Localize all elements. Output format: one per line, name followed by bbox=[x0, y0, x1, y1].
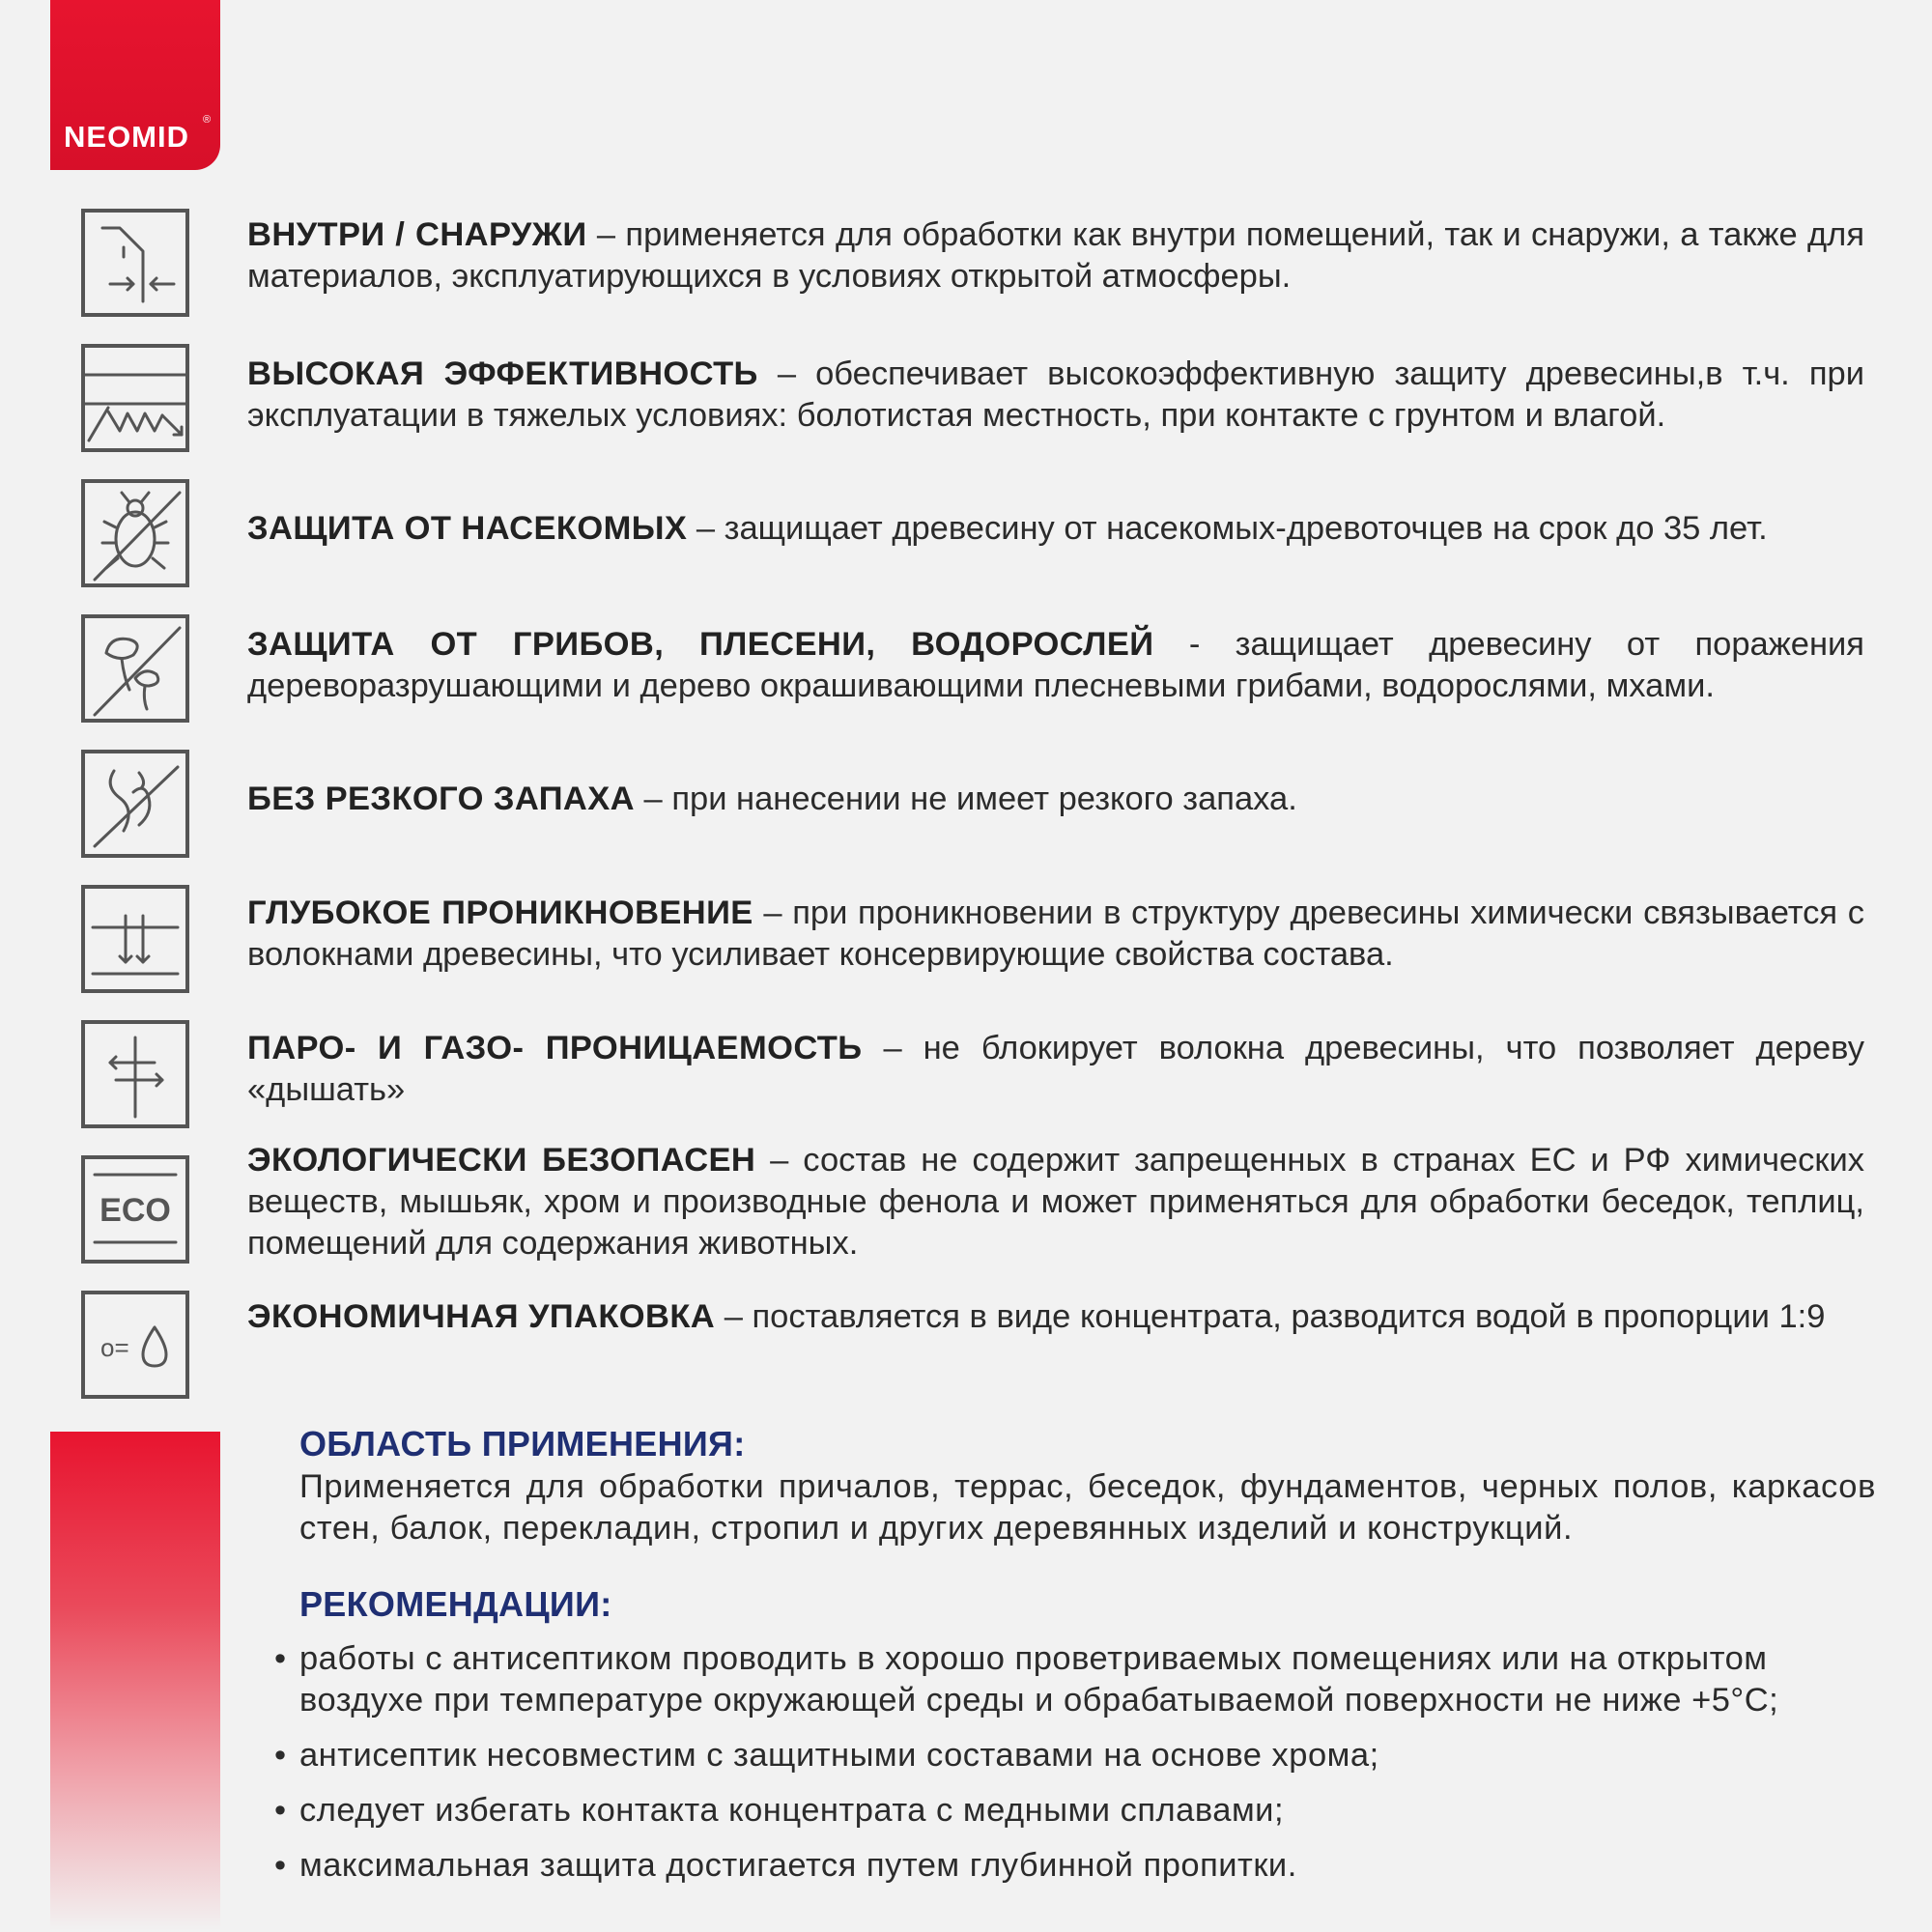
feature-title: ВЫСОКАЯ ЭФФЕКТИВНОСТЬ bbox=[247, 355, 758, 392]
no-odor-icon bbox=[81, 750, 189, 858]
feature-eco bbox=[247, 1140, 1864, 1264]
brand-logo bbox=[50, 0, 220, 170]
feature-title: ЭКОНОМИЧНАЯ УПАКОВКА bbox=[247, 1298, 716, 1335]
feature-title: ЗАЩИТА ОТ ГРИБОВ, ПЛЕСЕНИ, ВОДОРОСЛЕЙ bbox=[247, 626, 1154, 663]
feature-inside-outside bbox=[247, 214, 1864, 298]
feature-vapor-permeable bbox=[247, 1028, 1864, 1111]
deep-penetration-icon bbox=[81, 885, 189, 993]
feature-no-odor bbox=[247, 779, 1864, 820]
list-item bbox=[270, 1735, 1893, 1776]
recommendation-text: следует избегать контакта концентрата с медными сплавами; bbox=[299, 1792, 1285, 1829]
feature-text: – при нанесении не имеет резкого запаха. bbox=[634, 781, 1297, 817]
feature-deep-penetration bbox=[247, 893, 1864, 976]
feature-title: ВНУТРИ / СНАРУЖИ bbox=[247, 216, 587, 253]
feature-text: – применяется для обработки как внутри помещений, так и снаружи, а также для материалов, эксплуатирующихся в условиях открытой атмосферы. bbox=[247, 216, 1864, 295]
economical-package-icon bbox=[81, 1291, 189, 1399]
list-item bbox=[270, 1638, 1893, 1721]
decorative-red-gradient-bar bbox=[50, 1432, 220, 1932]
inside-outside-icon bbox=[81, 209, 189, 317]
application-text: Применяется для обработки причалов, террас, беседок, фундаментов, черных полов, каркасов стен, балок, перекладин, стропил и других деревянных изделий и конструкций. bbox=[299, 1468, 1876, 1547]
brand-name: NEOMID bbox=[64, 120, 189, 154]
feature-title: ПАРО- И ГАЗО- ПРОНИЦАЕМОСТЬ bbox=[247, 1030, 863, 1066]
high-efficiency-icon bbox=[81, 344, 189, 452]
bullet: • bbox=[274, 1847, 287, 1884]
recommendation-text: работы с антисептиком проводить в хорошо проветриваемых помещениях или на открытом воздухе при температуре окружающей среды и обрабатываемой поверхности не ниже +5°C; bbox=[299, 1640, 1779, 1719]
insect-protection-icon bbox=[81, 479, 189, 587]
feature-title: ГЛУБОКОЕ ПРОНИКНОВЕНИЕ bbox=[247, 895, 753, 931]
feature-title: БЕЗ РЕЗКОГО ЗАПАХА bbox=[247, 781, 635, 817]
bullet: • bbox=[274, 1792, 287, 1829]
feature-fungus-protection bbox=[247, 624, 1864, 707]
eco-label: ECO bbox=[99, 1192, 171, 1229]
feature-text: – при проникновении в структуру древесины химически связывается с волокнами древесины, что усиливает консервирующие свойства состава. bbox=[247, 895, 1864, 973]
feature-insect-protection bbox=[247, 508, 1864, 550]
bullet: • bbox=[274, 1737, 287, 1774]
feature-text: – состав не содержит запрещенных в странах ЕС и РФ химических веществ, мышьяк, хром и производные фенола и может применяться для обработки беседок, теплиц, помещений для содержания животных. bbox=[247, 1142, 1864, 1262]
feature-text: – поставляется в виде концентрата, разводится водой в пропорции 1:9 bbox=[715, 1298, 1826, 1335]
feature-economical-package bbox=[247, 1296, 1864, 1338]
vapor-permeable-icon bbox=[81, 1020, 189, 1128]
feature-title: ЗАЩИТА ОТ НАСЕКОМЫХ bbox=[247, 510, 688, 547]
eco-icon bbox=[81, 1155, 189, 1264]
recommendations-title: РЕКОМЕНДАЦИИ: bbox=[299, 1584, 612, 1624]
feature-text: - защищает древесину от поражения дереворазрушающими и дерево окрашивающими плесневыми грибами, водорослями, мхами. bbox=[247, 626, 1864, 704]
list-item bbox=[270, 1790, 1893, 1832]
feature-text: – защищает древесину от насекомых-древоточцев на срок до 35 лет. bbox=[687, 510, 1768, 547]
fungus-protection-icon bbox=[81, 614, 189, 723]
recommendation-text: антисептик несовместим с защитными составами на основе хрома; bbox=[299, 1737, 1379, 1774]
application-title: ОБЛАСТЬ ПРИМЕНЕНИЯ: bbox=[299, 1424, 746, 1463]
recommendations-list bbox=[270, 1638, 1893, 1900]
feature-title: ЭКОЛОГИЧЕСКИ БЕЗОПАСЕН bbox=[247, 1142, 756, 1179]
feature-text: – не блокирует волокна древесины, что позволяет дереву «дышать» bbox=[247, 1030, 1864, 1108]
bullet: • bbox=[274, 1640, 287, 1677]
list-item bbox=[270, 1845, 1893, 1887]
feature-high-efficiency bbox=[247, 354, 1864, 437]
ratio-label: o= bbox=[100, 1333, 129, 1362]
recommendation-text: максимальная защита достигается путем глубинной пропитки. bbox=[299, 1847, 1297, 1884]
brand-reg-mark: ® bbox=[203, 114, 212, 126]
feature-text: – обеспечивает высокоэффективную защиту древесины,в т.ч. при эксплуатации в тяжелых условиях: болотистая местность, при контакте с грунтом и влагой. bbox=[247, 355, 1864, 434]
